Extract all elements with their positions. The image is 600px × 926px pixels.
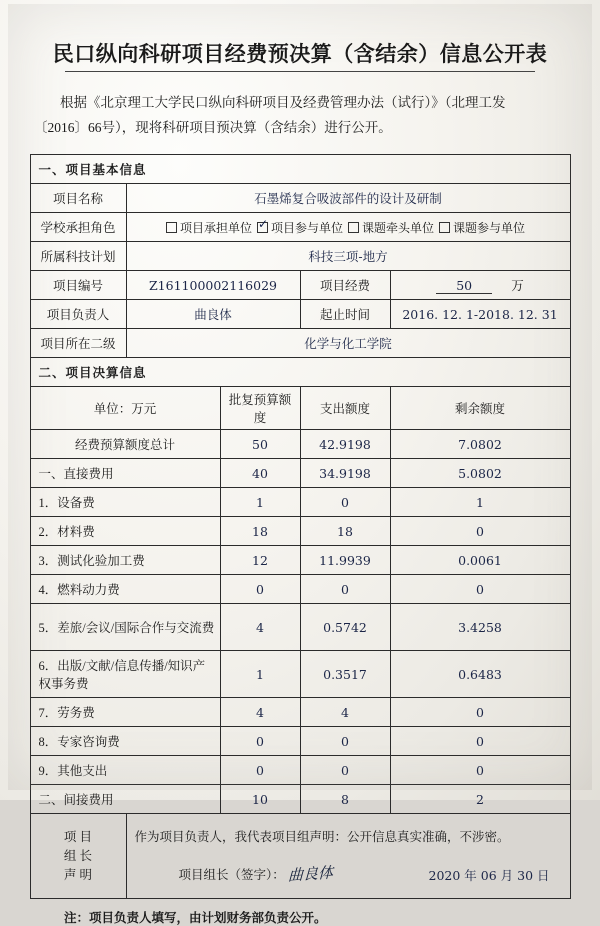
declaration-signature-area: [135, 864, 562, 886]
intro-line-2: 〔2016〕66号），现将科研项目预决算（含结余）进行公开。: [34, 120, 392, 135]
role-option-0[interactable]: [166, 221, 252, 235]
declaration-side-label: [30, 814, 126, 899]
table-row: [30, 546, 570, 575]
project-name-value: 石墨烯复合吸波部件的设计及研制: [126, 184, 570, 213]
plan-label: 所属科技计划: [30, 242, 126, 271]
row-label-7: 6．出版/文献/信息传播/知识产权事务费: [30, 651, 220, 698]
row-spent-2: 0: [300, 488, 390, 517]
row-label-10: 9．其他支出: [30, 756, 220, 785]
footer-note: [64, 908, 600, 926]
row-remain-8: 0: [390, 698, 570, 727]
role-option-label-2: 课题牵头单位: [362, 220, 435, 235]
checkbox-icon-3[interactable]: [439, 222, 450, 233]
section1-heading-row: [30, 155, 570, 184]
role-option-2[interactable]: [348, 221, 434, 235]
section1-heading: 一、项目基本信息: [30, 155, 570, 184]
section2-heading-row: [30, 358, 570, 387]
declaration-row: [30, 814, 570, 899]
row-budget-6: 4: [220, 604, 300, 651]
unit-label: 项目所在二级: [30, 329, 126, 358]
signature-value: 曲良体: [287, 862, 334, 885]
intro-paragraph: [34, 90, 566, 140]
row-label-2: 1．设备费: [30, 488, 220, 517]
row-label-1: 一、直接费用: [30, 459, 220, 488]
signature-label: 项目组长（签字）：: [178, 867, 285, 882]
funding-label: 项目经费: [300, 271, 390, 300]
row-spent-4: 11.9939: [300, 546, 390, 575]
footer-note-text: 注：项目负责人填写，由计划财务部负责公开。: [64, 911, 327, 925]
row-spent-8: 4: [300, 698, 390, 727]
row-remain-0: 7.0802: [390, 430, 570, 459]
table-row: [30, 604, 570, 651]
row-remain-1: 5.0802: [390, 459, 570, 488]
row-label-4: 3．测试化验加工费: [30, 546, 220, 575]
row-remain-4: 0.0061: [390, 546, 570, 575]
table-row: [30, 698, 570, 727]
project-name-label: 项目名称: [30, 184, 126, 213]
row-budget-2: 1: [220, 488, 300, 517]
row-remain-9: 0: [390, 727, 570, 756]
declaration-side-line-1: 组 长: [63, 848, 93, 863]
role-option-label-3: 课题参与单位: [453, 220, 526, 235]
funding-unit: 万: [511, 279, 524, 293]
leader-label: 项目负责人: [30, 300, 126, 329]
declaration-date: 2020 年 06 月 30 日: [428, 867, 550, 883]
table-row: [30, 756, 570, 785]
period-label: 起止时间: [300, 300, 390, 329]
row-remain-6: 3.4258: [390, 604, 570, 651]
checkbox-icon-0[interactable]: [166, 222, 177, 233]
row-project-no: [30, 271, 570, 300]
row-plan: [30, 242, 570, 271]
role-option-1[interactable]: [257, 221, 343, 235]
funding-cell: [390, 271, 570, 300]
row-label-9: 8．专家咨询费: [30, 727, 220, 756]
row-budget-8: 4: [220, 698, 300, 727]
table-row: [30, 727, 570, 756]
main-form-table: [30, 154, 571, 899]
row-label-8: 7．劳务费: [30, 698, 220, 727]
checkbox-icon-2[interactable]: [348, 222, 359, 233]
leader-value: 曲良体: [126, 300, 300, 329]
col-budget-header: 批复预算额度: [220, 387, 300, 430]
row-label-11: 二、间接费用: [30, 785, 220, 814]
row-spent-3: 18: [300, 517, 390, 546]
table-row: [30, 785, 570, 814]
table-row: [30, 459, 570, 488]
row-budget-10: 0: [220, 756, 300, 785]
project-no-label: 项目编号: [30, 271, 126, 300]
row-unit: [30, 329, 570, 358]
table-row: [30, 517, 570, 546]
row-remain-5: 0: [390, 575, 570, 604]
role-label: 学校承担角色: [30, 213, 126, 242]
declaration-content: [126, 814, 570, 899]
role-option-3[interactable]: [439, 221, 525, 235]
table-row: [30, 651, 570, 698]
row-remain-7: 0.6483: [390, 651, 570, 698]
section2-heading: 二、项目决算信息: [30, 358, 570, 387]
intro-line-1: 根据《北京理工大学民口纵向科研项目及经费管理办法（试行）》（北理工发: [60, 95, 506, 110]
row-remain-2: 1: [390, 488, 570, 517]
unit-value: 化学与化工学院: [126, 329, 570, 358]
row-budget-0: 50: [220, 430, 300, 459]
row-spent-10: 0: [300, 756, 390, 785]
table-row: [30, 430, 570, 459]
row-budget-1: 40: [220, 459, 300, 488]
row-budget-3: 18: [220, 517, 300, 546]
row-remain-11: 2: [390, 785, 570, 814]
period-value: 2016. 12. 1-2018. 12. 31: [390, 300, 570, 329]
row-label-5: 4．燃料动力费: [30, 575, 220, 604]
row-budget-9: 0: [220, 727, 300, 756]
row-remain-3: 0: [390, 517, 570, 546]
row-spent-11: 8: [300, 785, 390, 814]
role-option-label-0: 项目承担单位: [179, 220, 252, 235]
row-role: [30, 213, 570, 242]
row-spent-5: 0: [300, 575, 390, 604]
title-underline: [65, 71, 535, 72]
row-spent-6: 0.5742: [300, 604, 390, 651]
section2-header-row: [30, 387, 570, 430]
role-options: [126, 213, 570, 242]
row-label-3: 2．材料费: [30, 517, 220, 546]
checkbox-icon-1[interactable]: [257, 222, 268, 233]
col-spent-header: 支出额度: [300, 387, 390, 430]
declaration-text: 作为项目负责人，我代表项目组声明：公开信息真实准确，不涉密。: [134, 829, 510, 844]
table-row: [30, 575, 570, 604]
row-spent-9: 0: [300, 727, 390, 756]
page-title: 民口纵向科研项目经费预决算（含结余）信息公开表: [52, 42, 548, 66]
row-label-0: 经费预算额度总计: [30, 430, 220, 459]
signature-block: [179, 864, 333, 886]
row-spent-1: 34.9198: [300, 459, 390, 488]
table-row: [30, 488, 570, 517]
row-label-6: 5．差旅/会议/国际合作与交流费: [30, 604, 220, 651]
project-no-value: Z161100002116029: [126, 271, 300, 300]
row-budget-7: 1: [220, 651, 300, 698]
col-unit-header: 单位：万元: [30, 387, 220, 430]
declaration-side-line-0: 项 目: [63, 829, 93, 844]
row-budget-4: 12: [220, 546, 300, 575]
row-leader: [30, 300, 570, 329]
row-budget-5: 0: [220, 575, 300, 604]
plan-value: 科技三项-地方: [126, 242, 570, 271]
funding-value: 50: [436, 278, 492, 294]
row-spent-7: 0.3517: [300, 651, 390, 698]
row-project-name: [30, 184, 570, 213]
role-option-label-1: 项目参与单位: [270, 220, 343, 235]
col-remain-header: 剩余额度: [390, 387, 570, 430]
row-remain-10: 0: [390, 756, 570, 785]
declaration-side-line-2: 声 明: [63, 867, 93, 882]
row-spent-0: 42.9198: [300, 430, 390, 459]
row-budget-11: 10: [220, 785, 300, 814]
